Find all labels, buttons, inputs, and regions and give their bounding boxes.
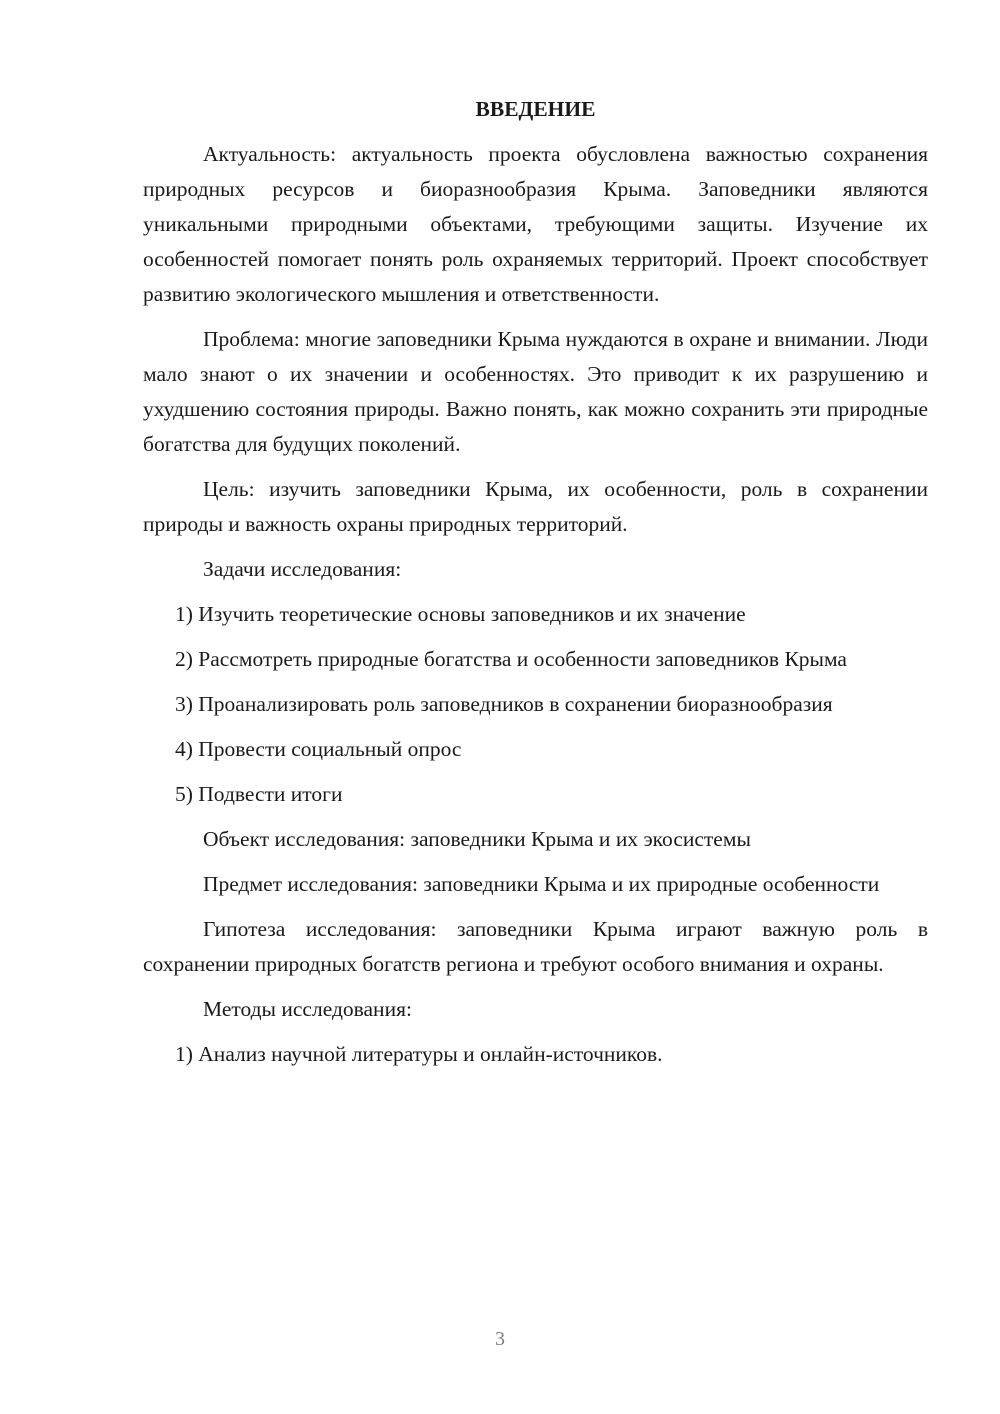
methods-heading: Методы исследования: <box>203 997 412 1021</box>
method-item-1: 1) Анализ научной литературы и онлайн-источников. <box>175 1042 663 1066</box>
hypothesis-paragraph: Гипотеза исследования: заповедники Крыма играют важную роль в сохранении природных богатств региона и требуют особого внимания и охраны. <box>143 917 928 976</box>
subject-paragraph: Предмет исследования: заповедники Крыма и их природные особенности <box>203 872 880 896</box>
task-item-1: 1) Изучить теоретические основы заповедников и их значение <box>175 602 746 626</box>
task-item-3: 3) Проанализировать роль заповедников в сохранении биоразнообразия <box>175 692 833 716</box>
tasks-heading: Задачи исследования: <box>203 557 402 581</box>
document-title: ВВЕДЕНИЕ <box>475 97 596 121</box>
problem-paragraph: Проблема: многие заповедники Крыма нуждаются в охране и внимании. Люди мало знают о их значении и особенностях. Это приводит к их разрушению и ухудшению состояния природы. Важно понять, как можно сохранить эти природные богатства для будущих поколений. <box>143 327 928 456</box>
relevance-paragraph: Актуальность: актуальность проекта обусловлена важностью сохранения природных ресурсов и биоразнообразия Крыма. Заповедники являются уникальными природными объектами, требующими защиты. Изучение их особенностей помогает понять роль охраняемых территорий. Проект способствует развитию экологического мышления и ответственности. <box>143 142 928 306</box>
task-item-4: 4) Провести социальный опрос <box>175 737 462 761</box>
task-item-2: 2) Рассмотреть природные богатства и особенности заповедников Крыма <box>175 647 847 671</box>
object-paragraph: Объект исследования: заповедники Крыма и их экосистемы <box>203 827 751 851</box>
goal-paragraph: Цель: изучить заповедники Крыма, их особенности, роль в сохранении природы и важность охраны природных территорий. <box>143 477 928 536</box>
document-page <box>143 92 928 1082</box>
page-number: 3 <box>495 1328 505 1350</box>
task-item-5: 5) Подвести итоги <box>175 782 343 806</box>
